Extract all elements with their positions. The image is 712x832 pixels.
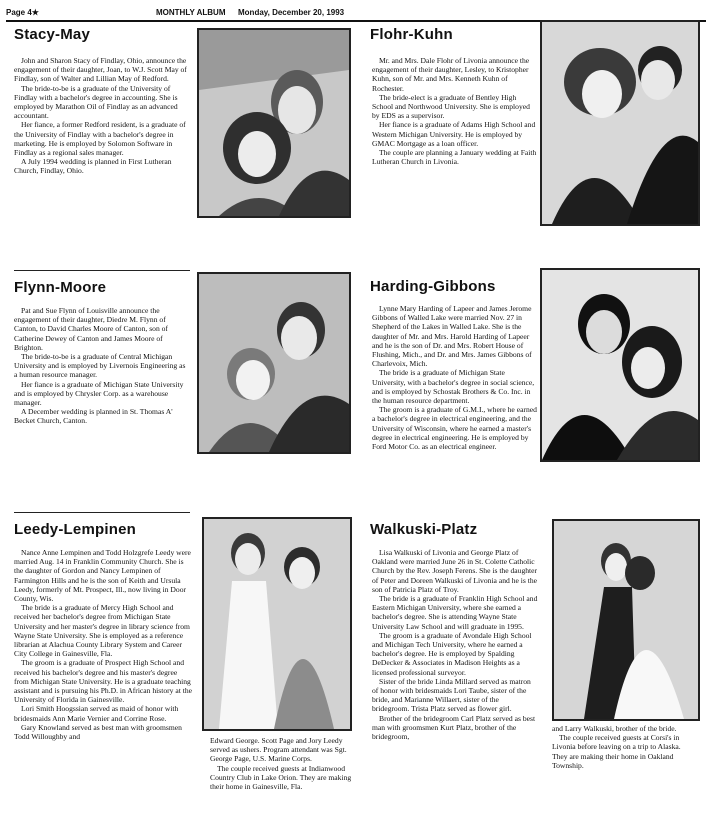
paragraph: Mr. and Mrs. Dale Flohr of Livonia announce the engagement of their daughter, Lesley, to Kristopher Kuhn, son of Mr. and Mrs. Kenneth Kuhn of Rochester. (372, 56, 530, 93)
paragraph: The bride is a graduate of Michigan State University, with a bachelor's degree in social science, and is employed by Schostak Brothers & Co. Inc. in the human resource department. (372, 368, 535, 406)
article-walkuski-platz (372, 548, 538, 741)
paragraph: Sister of the bride Linda Millard served as matron of honor with bridesmaids Lori Taube, sister of the bride, and Marianne Willaert, sister of the bridegroom. Trista Platz served as flower girl. (372, 676, 531, 714)
paragraph: The bride is a graduate of Mercy High School and received her bachelor's degree from Michigan State University and her master's degree in library science from Wayne State University. She is employed as a reference librarian at Alachua County Library System and Career City College in Gainesville, Fla. (14, 603, 190, 659)
paragraph: The bride-to-be is a graduate of the University of Findlay with a bachelor's degree in accounting. She is employed by Marathon Oil of Findlay as an advanced accountant. (14, 83, 178, 121)
couple-photo-flohr-kuhn (540, 20, 700, 226)
couple-photo-harding-gibbons (540, 268, 700, 462)
article-walkuski-platz-continued (552, 724, 696, 770)
heading-harding-gibbons: Harding-Gibbons (370, 278, 496, 295)
article-leedy-lempinen-continued (210, 736, 356, 791)
paragraph: Brother of the bridegroom Carl Platz served as best man with groomsmen Kurt Platz, brother of the bridegroom, (372, 713, 536, 742)
article-leedy-lempinen (14, 548, 192, 741)
paragraph: The couple are planning a January wedding at Faith Lutheran Church in Livonia. (372, 148, 537, 167)
paragraph: The couple received guests at Corsi's in Livonia before leaving on a trip to Alaska. They are making their home in Oakland Township. (552, 733, 681, 770)
paragraph: Her fiance, a former Redford resident, is a graduate of the University of Findlay with a bachelor's degree in marketing. He is employed by Solomon Software in Findlay as a regional sales manager. (14, 120, 186, 158)
paragraph: Lisa Walkuski of Livonia and George Platz of Oakland were married June 26 in St. Colette Catholic Church by the Rev. Joseph Ferens. She is the daughter of Peter and Doreen Walkuski of Livonia and he is the son of Patricia Platz of Troy. (372, 548, 538, 594)
paragraph: Her fiance is a graduate of Michigan State University and is employed by Chrysler Corp. as a warehouse manager. (14, 379, 184, 408)
paragraph: The groom is a graduate of G.M.I., where he earned a bachelor's degree in electrical engineering, and the University of Wisconsin, where he earned a master's degree in electrical engineering. He is employed by Ford Motor Co. as an electrical engineer. (372, 405, 537, 452)
paragraph: Nance Anne Lempinen and Todd Holzgrefe Leedy were married Aug. 14 in Franklin Community Church. She is the daughter of Gordon and Nancy Lempinen of Farmington Hills and he is the son of Keith and Ursula Leedy, formerly of Mt. Prospect, Ill., now living in Door County, Wis. (14, 548, 191, 604)
couple-photo-leedy-lempinen (202, 517, 352, 731)
article-flynn-moore (14, 306, 190, 426)
paragraph: Pat and Sue Flynn of Louisville announce the engagement of their daughter, Diedre M. Flynn of Canton, to David Charles Moore of Canton, son of Catherine Dewey of Canton and James Moore of Brighton. (14, 306, 168, 352)
paragraph: The groom is a graduate of Avondale High School and Michigan Tech University, where he earned a bachelor's degree. He is employed by Spalding DeDecker & Associates in Madison Heights as a licensed professional surveyor. (372, 630, 532, 677)
issue-date: Monday, December 20, 1993 (238, 8, 345, 17)
article-stacy-may (14, 56, 190, 176)
couple-photo-walkuski-platz (552, 519, 700, 721)
paragraph: The bride-elect is a graduate of Bentley High School and Northwood University. She is employed by EDS as a supervisor. (372, 92, 530, 121)
paragraph: The couple received guests at Indianwood Country Club in Lake Orion. They are making their home in Gainesville, Fla. (210, 763, 352, 792)
couple-photo-stacy-may (197, 28, 351, 218)
page-number: Page 4★ (6, 8, 39, 17)
heading-flynn-moore: Flynn-Moore (14, 279, 107, 296)
paragraph: Gary Knowland served as best man with groomsmen Todd Willoughby and (14, 722, 182, 742)
paragraph: The bride is a graduate of Franklin High School and Eastern Michigan University, where she earned a bachelor's degree. She is attending Wayne State University Law School and will graduate in 1995. (372, 594, 538, 631)
paragraph: Lori Smith Hoogssian served as maid of honor with bridesmaids Ann Marie Vernier and Corrine Rose. (14, 704, 179, 723)
heading-leedy-lempinen: Leedy-Lempinen (14, 521, 136, 538)
paragraph: Edward George. Scott Page and Jory Leedy served as ushers. Program attendant was Sgt. George Page, U.S. Marine Corps. (210, 736, 347, 764)
paragraph: John and Sharon Stacy of Findlay, Ohio, announce the engagement of their daughter, Joan, to W.J. Scott May of Findlay, son of Walter and Lillian May of Redford. (14, 56, 187, 84)
paragraph: and Larry Walkuski, brother of the bride. (552, 724, 677, 733)
heading-walkuski-platz: Walkuski-Platz (370, 521, 478, 538)
couple-photo-flynn-moore (197, 272, 351, 454)
paragraph: Lynne Mary Harding of Lapeer and James Jerome Gibbons of Walled Lake were married Nov. 27 in Shepherd of the Lakes in Walled Lake. She is the daughter of Mr. and Mrs. Harold Harding of Lapeer and he is the son of Dr. and Mrs. Robert House of Flushing, Mich., and Dr. and Mrs. James Gibbons of Charlevoix, Mich. (372, 304, 532, 369)
paragraph: A July 1994 wedding is planned in First Lutheran Church, Findlay, Ohio. (14, 157, 172, 176)
article-harding-gibbons (372, 304, 538, 451)
paragraph: A December wedding is planned in St. Thomas A' Becket Church, Canton. (14, 407, 173, 426)
heading-flohr-kuhn: Flohr-Kuhn (370, 26, 453, 43)
paragraph: Her fiance is a graduate of Adams High School and Western Michigan University. He is employed by GMAC Mortgage as a loan officer. (372, 120, 536, 148)
paragraph: The bride-to-be is a graduate of Central Michigan University and is employed by Livernois Engineering as a human resource manager. (14, 352, 186, 380)
divider (14, 512, 190, 513)
article-flohr-kuhn (372, 56, 538, 166)
paragraph: The groom is a graduate of Prospect High School and received his bachelor's degree and his master's degree from Michigan State University. He is a graduate teaching assistant and is pursuing his Ph.D. in African history at the University of Florida in Gainesville. (14, 658, 193, 705)
heading-stacy-may: Stacy-May (14, 26, 91, 43)
section-title: MONTHLY ALBUM (156, 8, 226, 17)
divider (14, 270, 190, 271)
